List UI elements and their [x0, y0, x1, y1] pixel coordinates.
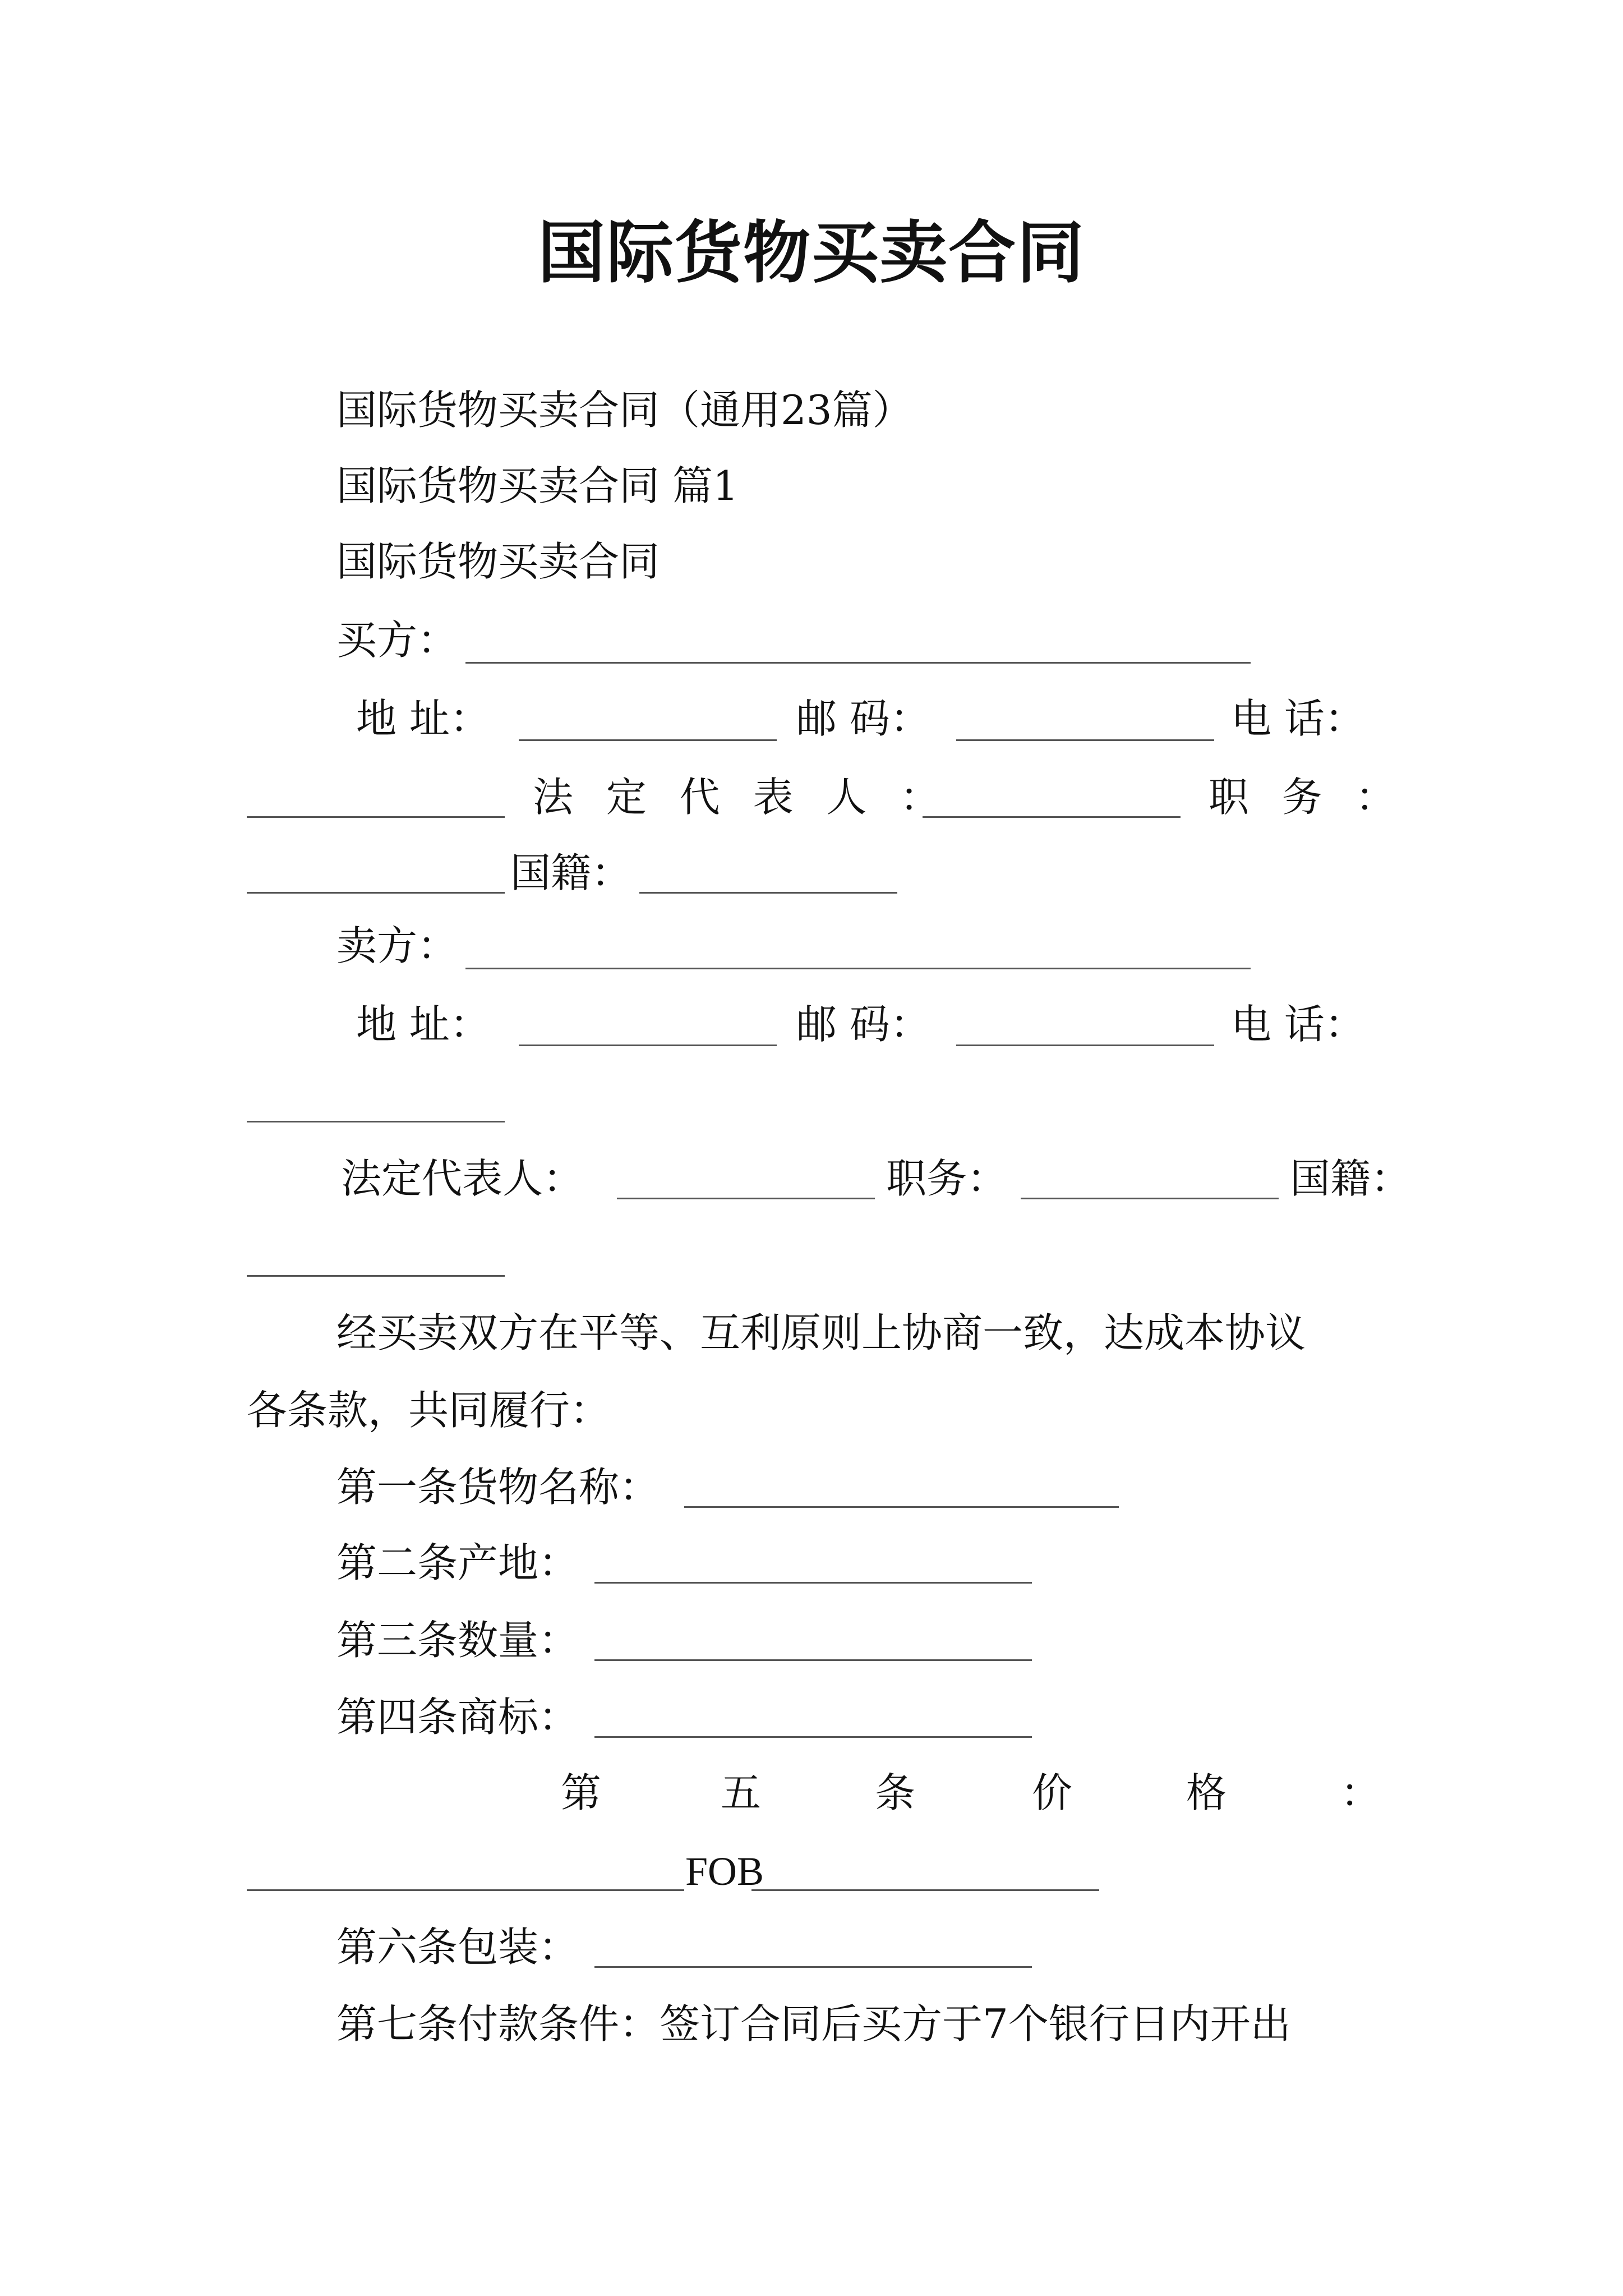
- buyer-nationality-label: 国籍：: [510, 849, 632, 896]
- article-1-blank: [684, 1506, 1119, 1508]
- intro-line-1: 经买卖双方在平等、互利原则上协商一致，达成本协议: [336, 1309, 1306, 1356]
- article-5-char: 价: [1032, 1769, 1073, 1816]
- article-5-char: 格: [1186, 1769, 1227, 1816]
- seller-legal-rep-label: 法定代表人：: [341, 1155, 584, 1202]
- buyer-position-label: 职 务 ：: [1209, 774, 1406, 821]
- seller-postcode-label: 邮 码：: [796, 1001, 930, 1048]
- article-4-blank: [594, 1736, 1032, 1738]
- buyer-legal-rep-label: 法 定 代 表 人 ：: [533, 774, 951, 821]
- seller-address-blank: [519, 1045, 777, 1046]
- buyer-phone-blank: [247, 816, 505, 818]
- seller-legal-rep-blank: [617, 1198, 875, 1199]
- buyer-nationality-blank: [639, 892, 897, 894]
- buyer-postcode-blank: [956, 739, 1214, 741]
- seller-position-blank: [1021, 1198, 1279, 1199]
- seller-blank: [465, 968, 1251, 969]
- article-5-char: ：: [1340, 1769, 1381, 1816]
- price-blank-left: [247, 1889, 684, 1891]
- subtitle: 国际货物买卖合同（通用23篇）: [336, 386, 913, 434]
- seller-nationality-blank: [247, 1275, 505, 1277]
- article-1-label: 第一条货物名称：: [336, 1464, 660, 1511]
- contract-heading: 国际货物买卖合同: [336, 538, 660, 585]
- article-2-blank: [594, 1582, 1032, 1584]
- article-5-char: 五: [721, 1769, 762, 1816]
- seller-label: 卖方：: [336, 922, 458, 969]
- intro-line-2: 各条款，共同履行：: [247, 1387, 611, 1434]
- buyer-address-label: 地 址：: [356, 695, 490, 742]
- price-blank-right: [751, 1889, 1099, 1891]
- seller-nationality-label: 国籍：: [1290, 1155, 1412, 1202]
- seller-phone-label: 电 话：: [1231, 1001, 1365, 1048]
- article-4-label: 第四条商标：: [336, 1694, 579, 1741]
- article-3-blank: [594, 1659, 1032, 1661]
- buyer-postcode-label: 邮 码：: [796, 695, 930, 742]
- article-5-char: 第: [561, 1769, 602, 1816]
- article-3-label: 第三条数量：: [336, 1617, 579, 1664]
- fob-term: FOB: [685, 1849, 764, 1894]
- seller-position-label: 职务：: [886, 1155, 1008, 1202]
- article-6-label: 第六条包装：: [336, 1924, 579, 1971]
- seller-address-label: 地 址：: [356, 1001, 490, 1048]
- buyer-position-blank: [247, 892, 505, 894]
- section-heading: 国际货物买卖合同 篇1: [336, 462, 739, 509]
- buyer-label: 买方：: [336, 616, 458, 664]
- document-title: 国际货物买卖合同: [538, 213, 1085, 292]
- seller-phone-blank: [247, 1121, 505, 1122]
- seller-postcode-blank: [956, 1045, 1214, 1046]
- buyer-phone-label: 电 话：: [1231, 695, 1365, 742]
- article-2-label: 第二条产地：: [336, 1539, 579, 1586]
- buyer-address-blank: [519, 739, 777, 741]
- buyer-blank: [465, 662, 1251, 664]
- article-7-text: 第七条付款条件：签订合同后买方于7个银行日内开出: [336, 2000, 1291, 2047]
- article-5-char: 条: [875, 1769, 916, 1816]
- buyer-legal-rep-blank: [923, 816, 1181, 818]
- article-6-blank: [594, 1966, 1032, 1968]
